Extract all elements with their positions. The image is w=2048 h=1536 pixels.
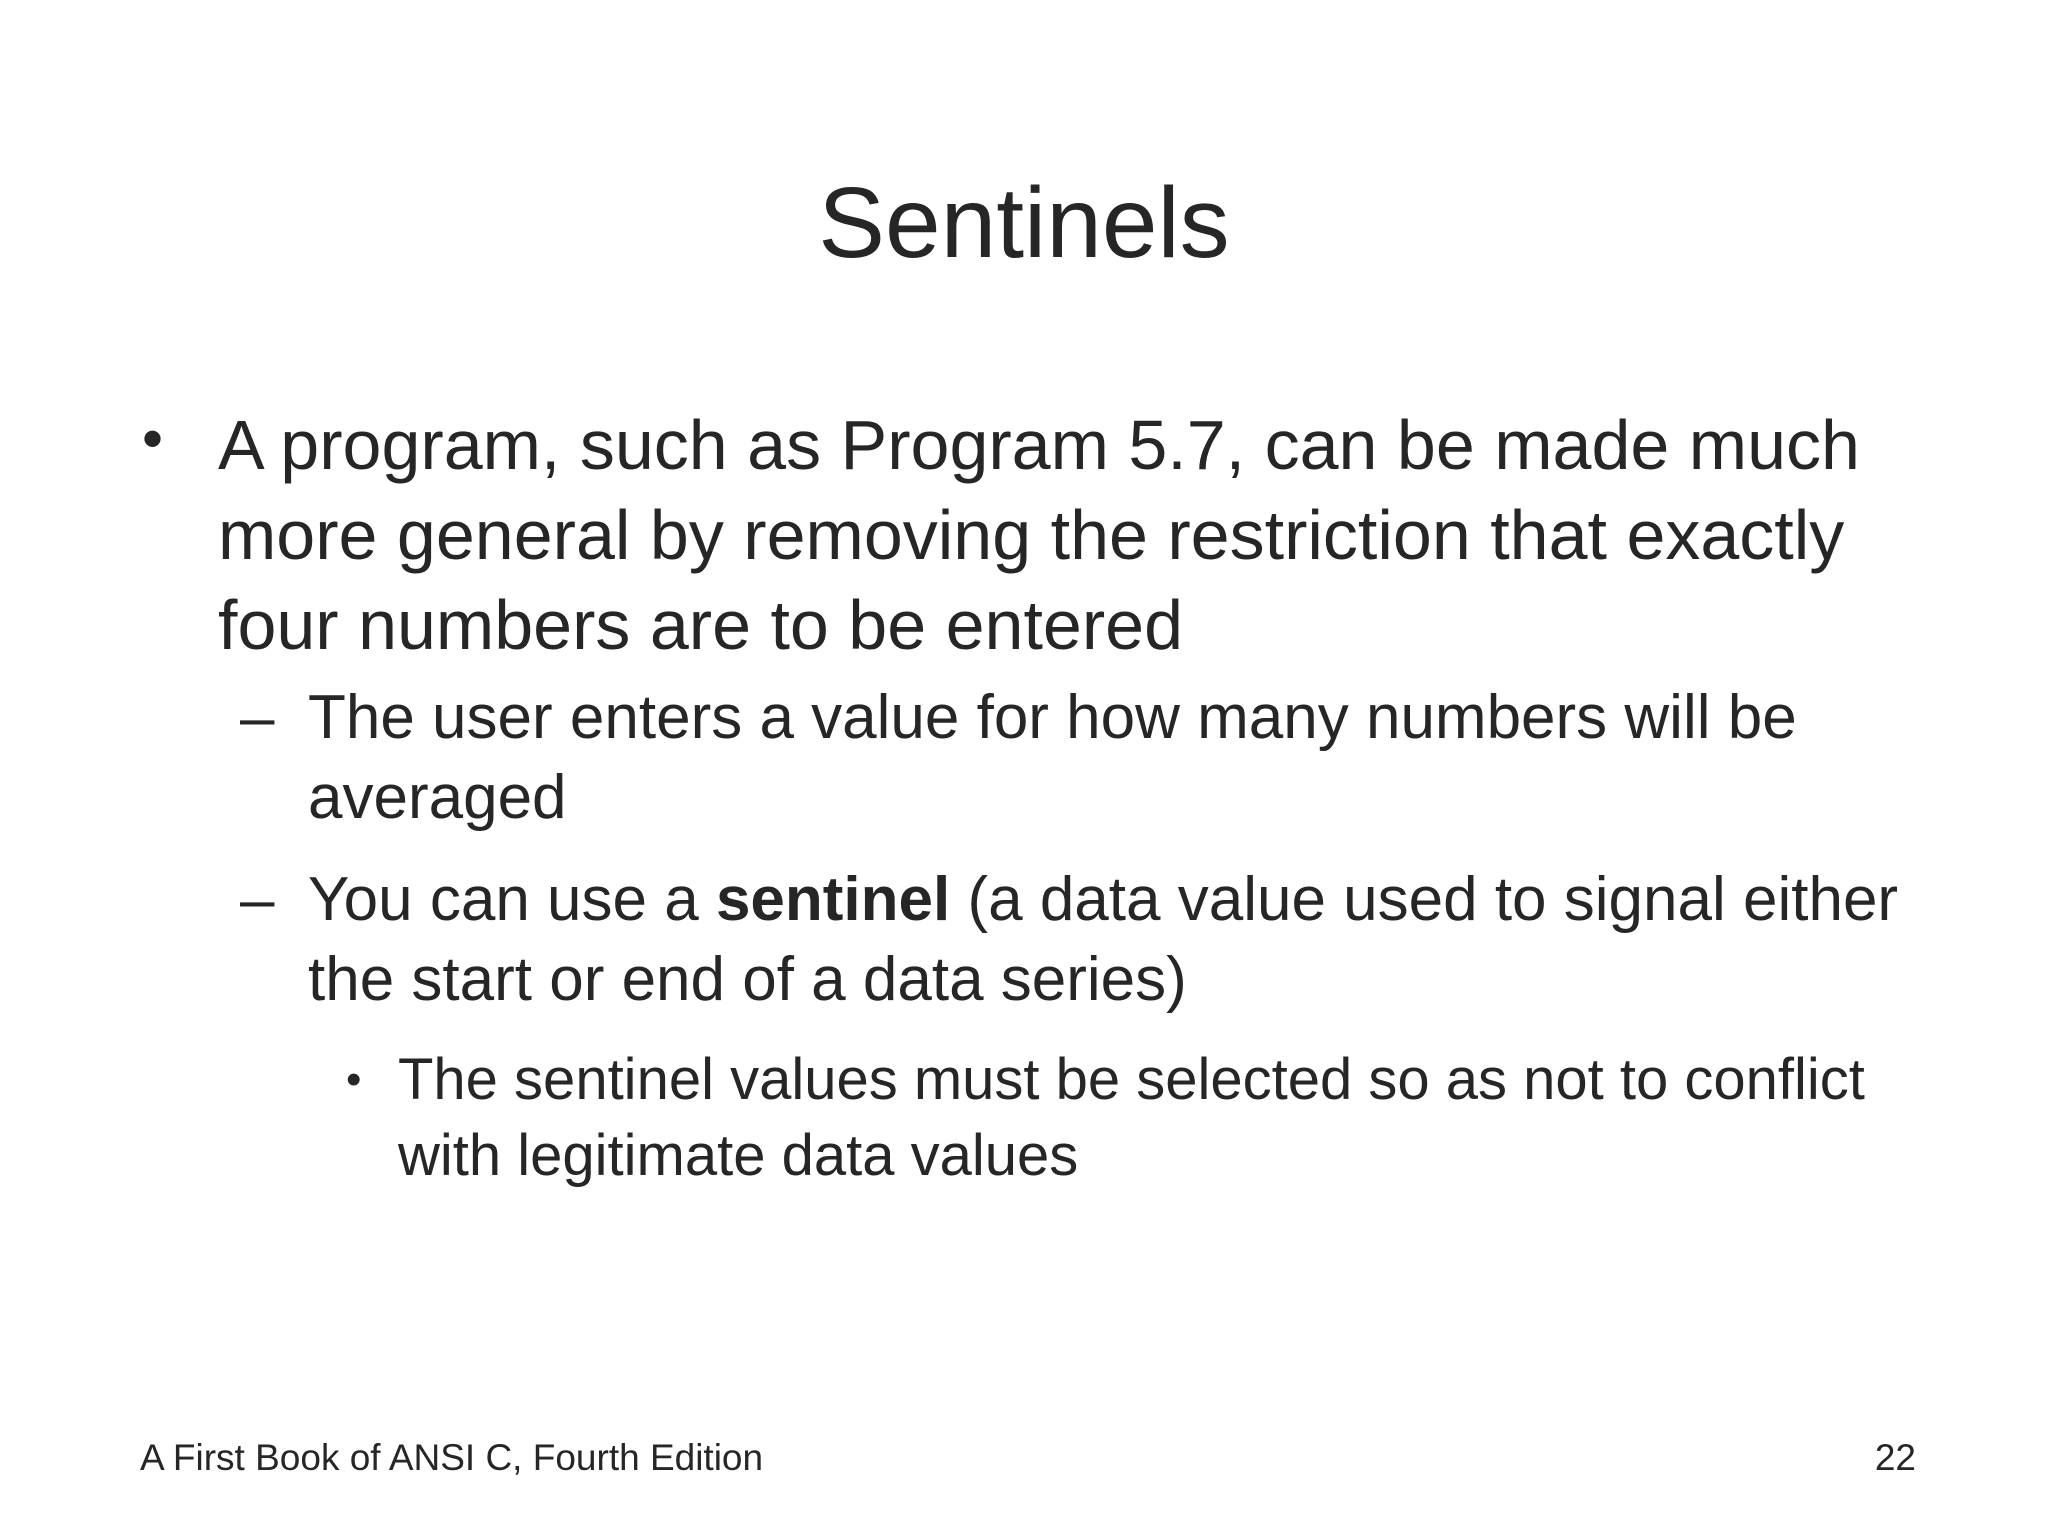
slide-title: Sentinels [818,167,1230,279]
bullet-item [142,400,1942,670]
sub-sub-bullet-text: The sentinel values must be selected so as not to conflict with legitimate data values [398,1047,1865,1188]
bullet-text: A program, such as Program 5.7, can be made much more general by removing the restriction that exactly four numbers are to be entered [218,406,1860,664]
page-number: 22 [1874,1437,1916,1478]
sub-bullet-text-before: You can use a [308,865,716,934]
sub-bullet-item [240,678,1940,838]
bullet-marker: • [346,1055,362,1104]
sub-sub-bullet-item [346,1042,1906,1194]
sub-bullet-item [240,860,1940,1020]
footer-book-title: A First Book of ANSI C, Fourth Edition [140,1437,764,1478]
sub-bullet-text [308,860,1940,1020]
sentinel-term: sentinel [715,865,951,934]
dash-marker: – [240,865,275,934]
sub-bullet-text: The user enters a value for how many numbers will be averaged [308,683,1797,832]
dash-marker: – [240,683,275,752]
bullet-marker: • [142,405,164,472]
sub-bullet-text-after: (a data value used to signal either the start or end of a data series) [308,865,1899,1014]
